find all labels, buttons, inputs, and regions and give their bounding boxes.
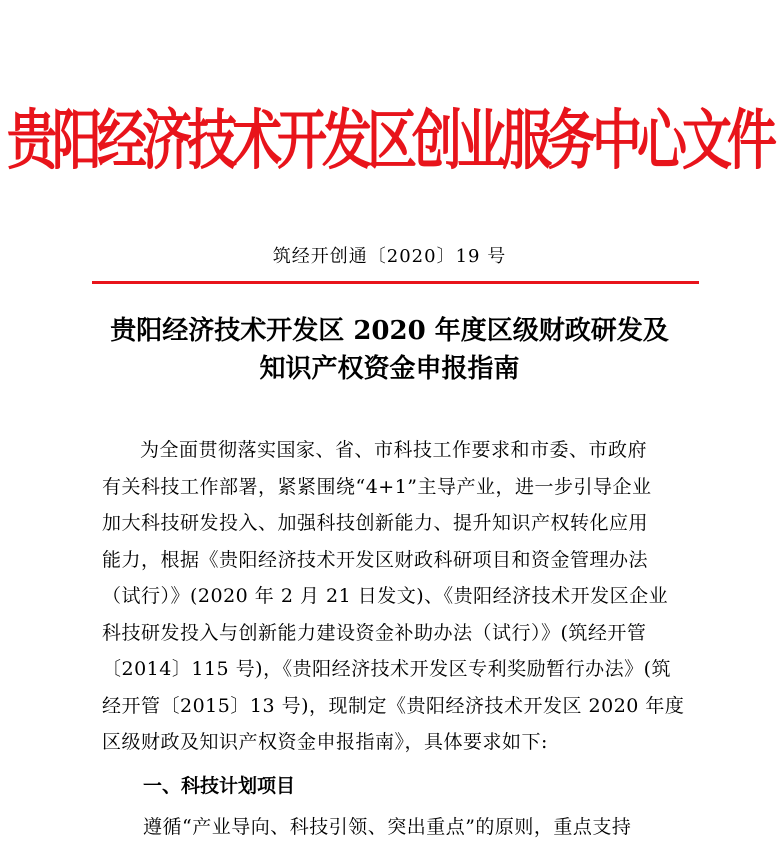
body-line-2: 有关科技工作部署，紧紧围绕“4+1”主导产业，进一步引导企业: [102, 475, 652, 498]
body-line-3: 加大科技研发投入、加强科技创新能力、提升知识产权转化应用: [102, 512, 649, 534]
document-header: 贵阳经济技术开发区创业服务中心文件: [7, 101, 772, 179]
body-line-8: 经开管〔2015〕13 号)，现制定《贵阳经济技术开发区 2020 年度: [102, 694, 685, 717]
document-title-line-2: 知识产权资金申报指南: [259, 354, 520, 384]
document-title-line-1: 贵阳经济技术开发区 2020 年度区级财政研发及: [110, 316, 669, 346]
body-paragraph: [102, 432, 692, 761]
body-line-7: 〔2014〕115 号)，《贵阳经济技术开发区专利奖励暂行办法》(筑: [102, 658, 671, 680]
red-divider-line: [92, 281, 699, 284]
section-1-heading: 一、科技计划项目: [143, 775, 296, 797]
document-title: [0, 312, 779, 388]
body-line-5: （试行）》(2020 年 2 月 21 日发文)、《贵阳经济技术开发区企业: [102, 585, 669, 607]
body-line-6: 科技研发投入与创新能力建设资金补助办法（试行）》(筑经开管: [102, 621, 647, 644]
body-line-4: 能力，根据《贵阳经济技术开发区财政科研项目和资金管理办法: [102, 548, 649, 571]
body-line-1: 为全面贯彻落实国家、省、市科技工作要求和市委、市政府: [140, 439, 648, 461]
section-1-text: 遵循“产业导向、科技引领、突出重点”的原则，重点支持: [143, 816, 632, 838]
document-number: 筑经开创通〔2020〕19 号: [272, 246, 507, 267]
body-line-9: 区级财政及知识产权资金申报指南》，具体要求如下:: [102, 731, 548, 753]
